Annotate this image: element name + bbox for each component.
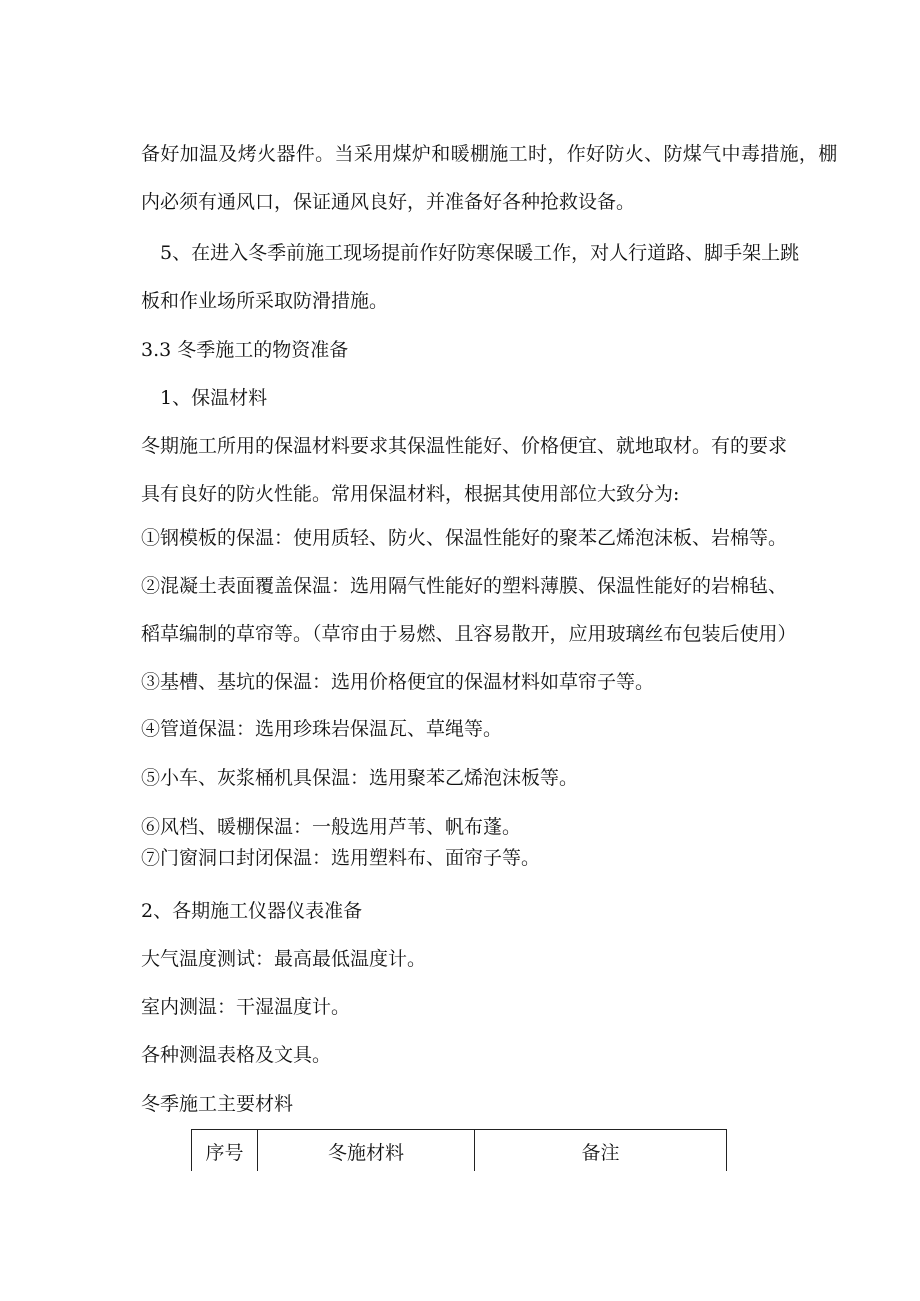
list-item: ⑥风档、暖棚保温：一般选用芦苇、帆布蓬。 (141, 816, 522, 838)
paragraph-line: 5、在进入冬季前施工现场提前作好防寒保暖工作，对人行道路、脚手架上跳 (160, 242, 800, 264)
section-heading: 3.3 冬季施工的物资准备 (141, 339, 349, 361)
list-item: ⑦门窗洞口封闭保温：选用塑料布、面帘子等。 (141, 847, 541, 869)
subsection-heading: 1、保温材料 (160, 387, 268, 409)
list-item: ④管道保温：选用珍珠岩保温瓦、草绳等。 (141, 718, 503, 740)
paragraph-line: 内必须有通风口，保证通风良好，并准备好各种抢救设备。 (141, 191, 636, 213)
paragraph-line: 冬期施工所用的保温材料要求其保温性能好、价格便宜、就地取材。有的要求 (141, 435, 788, 457)
table-header-cell: 序号 (192, 1130, 258, 1171)
list-item: ⑤小车、灰浆桶机具保温：选用聚苯乙烯泡沫板等。 (141, 767, 579, 789)
paragraph-line: 各种测温表格及文具。 (141, 1044, 332, 1066)
list-item: ①钢模板的保温：使用质轻、防火、保温性能好的聚苯乙烯泡沫板、岩棉等。 (141, 527, 788, 549)
materials-table (191, 1129, 727, 1171)
list-item: ②混凝土表面覆盖保温：选用隔气性能好的塑料薄膜、保温性能好的岩棉毡、 (141, 575, 788, 597)
table-caption: 冬季施工主要材料 (141, 1093, 294, 1115)
table-header-cell: 冬施材料 (258, 1130, 475, 1171)
paragraph-line: 备好加温及烤火器件。当采用煤炉和暖棚施工时，作好防火、防煤气中毒措施，棚 (141, 143, 838, 165)
paragraph-line: 稻草编制的草帘等。（草帘由于易燃、且容易散开，应用玻璃丝布包装后使用） (141, 623, 797, 645)
list-item: ③基槽、基坑的保温：选用价格便宜的保温材料如草帘子等。 (141, 671, 655, 693)
paragraph-line: 大气温度测试：最高最低温度计。 (141, 948, 427, 970)
table-header-cell: 备注 (581, 1142, 620, 1164)
paragraph-line: 板和作业场所采取防滑措施。 (141, 290, 389, 312)
paragraph-line: 具有良好的防火性能。常用保温材料，根据其使用部位大致分为: (141, 483, 680, 505)
paragraph-line: 室内测温：干湿温度计。 (141, 996, 351, 1018)
subsection-heading: 2、各期施工仪器仪表准备 (141, 900, 363, 922)
